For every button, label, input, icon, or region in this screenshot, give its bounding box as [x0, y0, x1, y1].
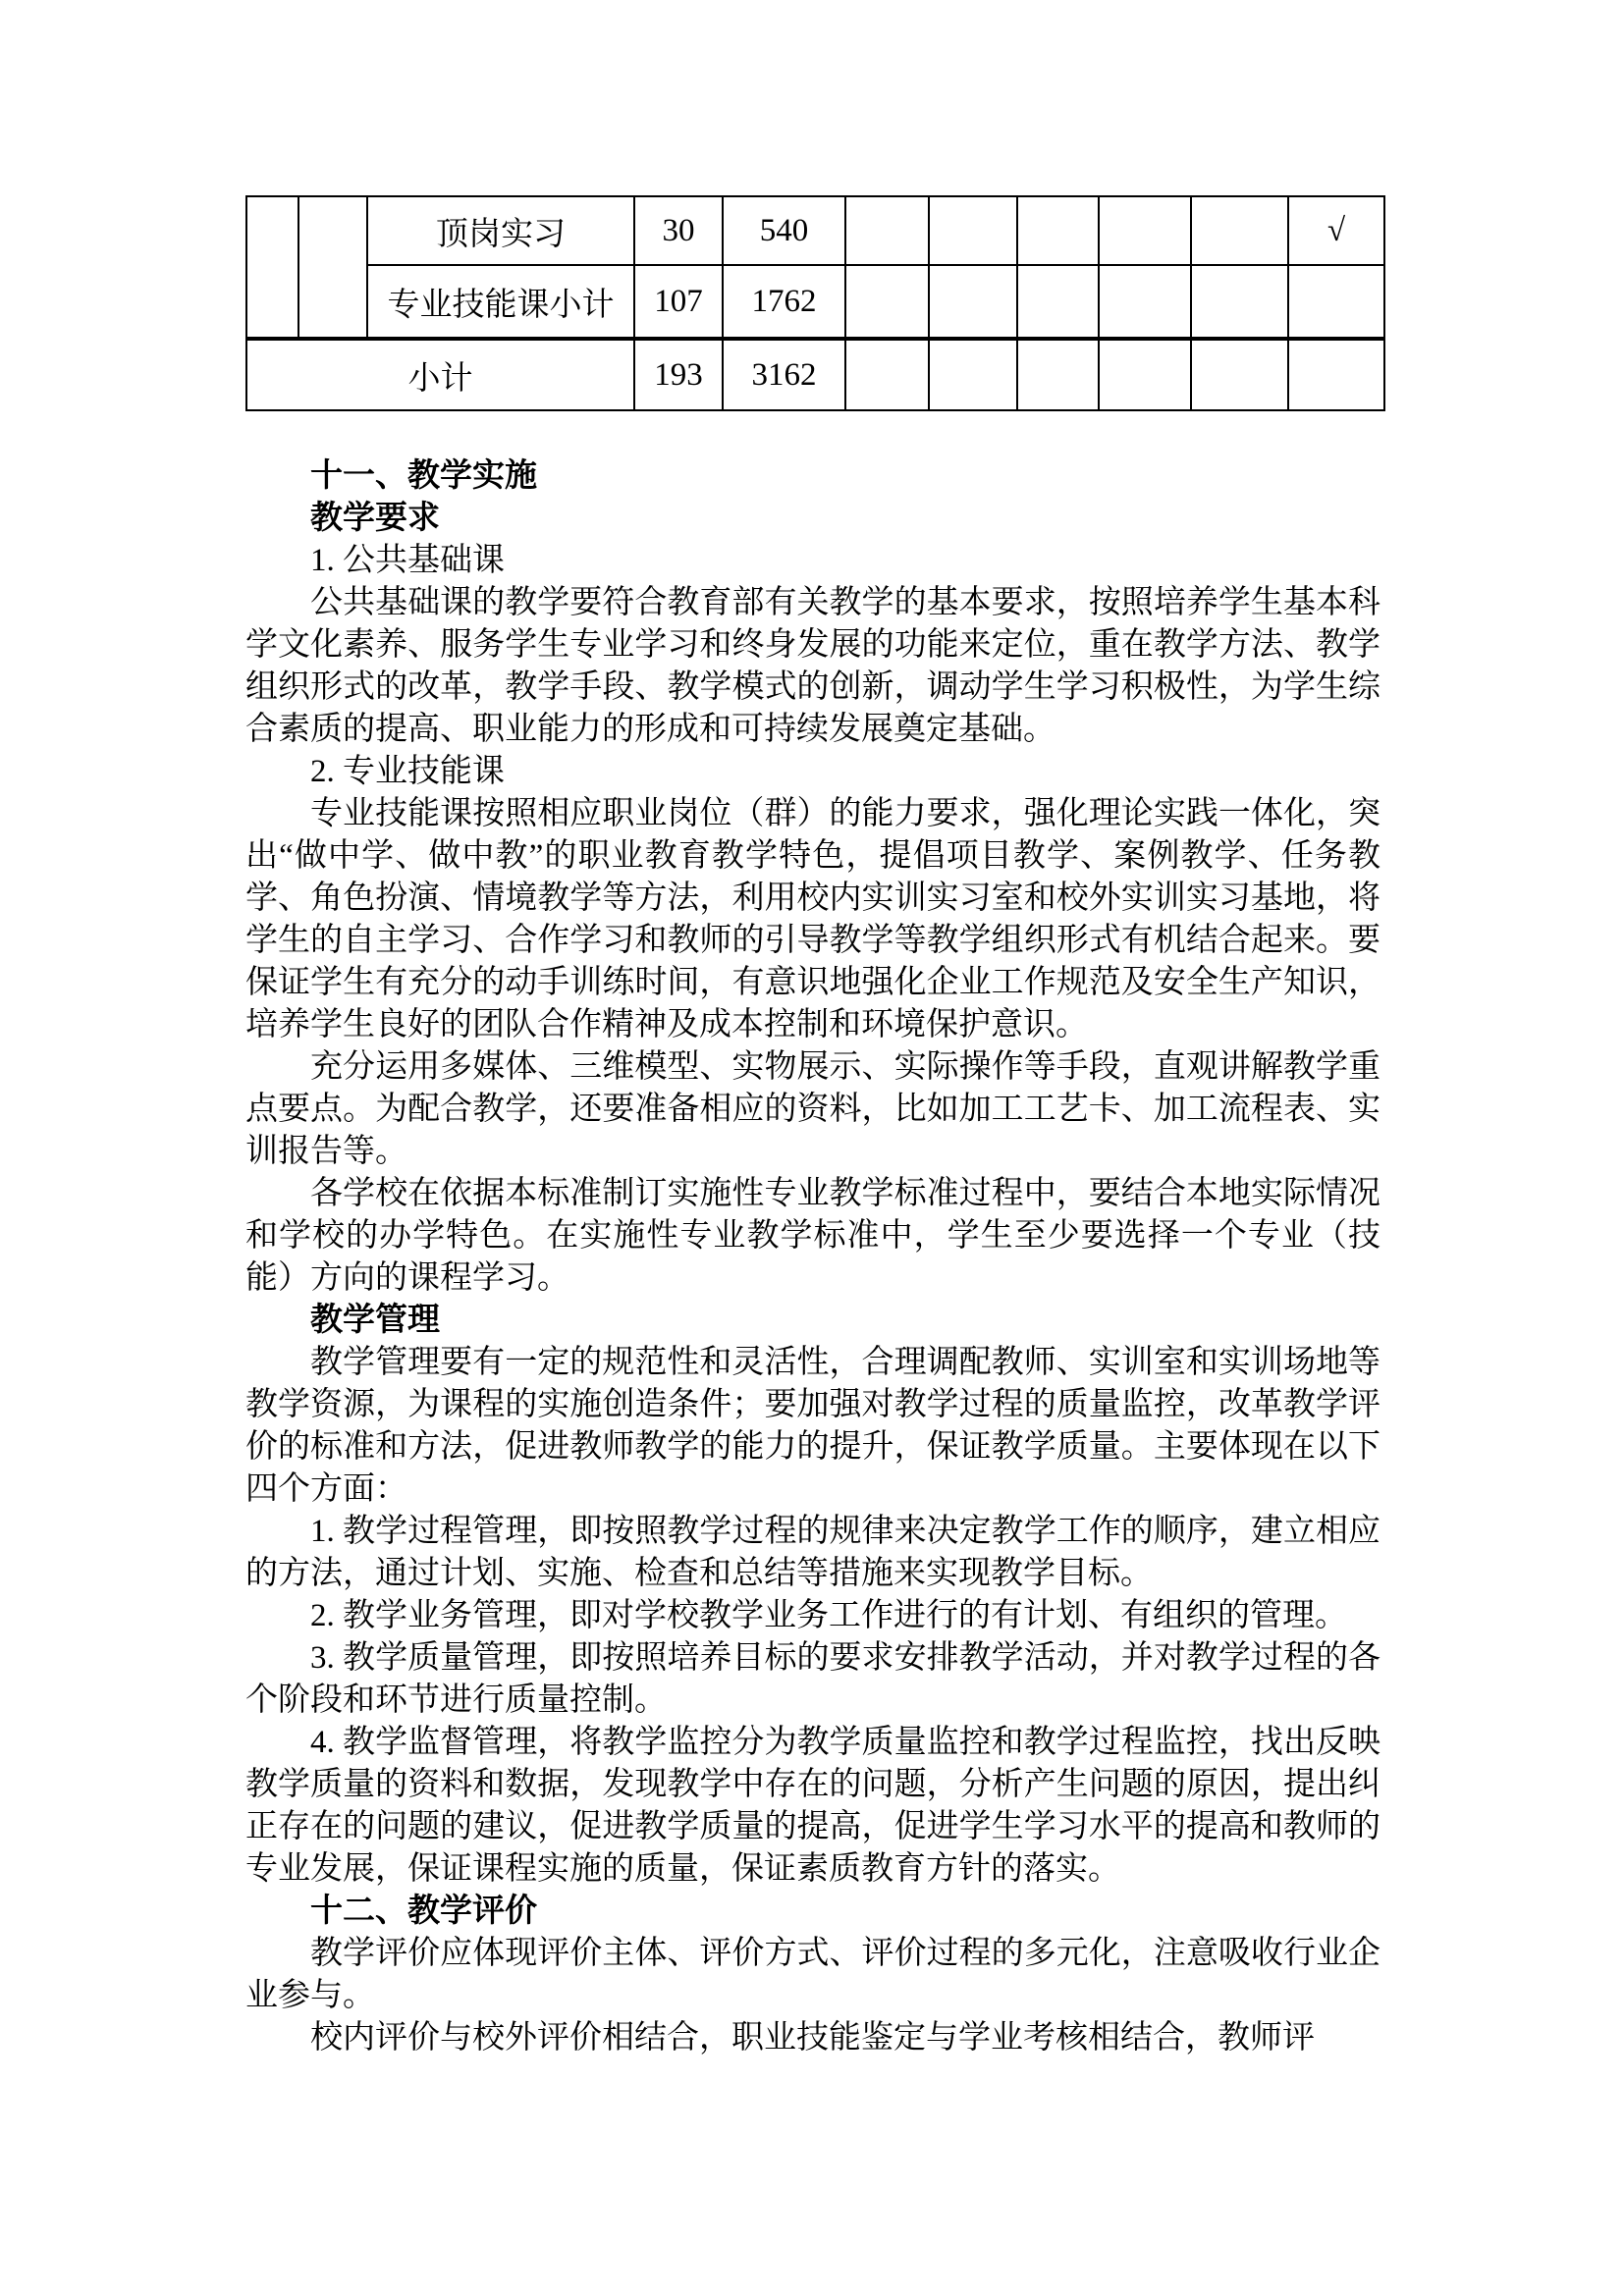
- item-professional-skill-courses: 2. 专业技能课: [310, 754, 505, 789]
- item-quality-management: 3. 教学质量管理，即按照培养目标的要求安排教学活动，并对教学过程的各个阶段和环节进行质量控制。: [245, 1640, 1380, 1718]
- hours-cell: 540: [723, 196, 845, 265]
- item-process-management: 1. 教学过程管理，即按照教学过程的规律来决定教学工作的顺序，建立相应的方法，通过计划、实施、检查和总结等措施来实现教学目标。: [245, 1514, 1380, 1591]
- item-public-basic-courses: 1. 公共基础课: [310, 543, 505, 578]
- empty-cell: [1191, 265, 1288, 339]
- table-row-internship: [246, 196, 1384, 265]
- empty-cell: [1288, 265, 1384, 339]
- teaching-requirements-heading: 教学要求: [310, 501, 440, 536]
- empty-cell: [845, 265, 929, 339]
- paragraph-school-implementation: 各学校在依据本标准制订实施性专业教学标准过程中，要结合本地实际情况和学校的办学特色。在实施性专业教学标准中，学生至少要选择一个专业（技能）方向的课程学习。: [245, 1176, 1380, 1296]
- empty-cell: [929, 339, 1017, 410]
- item-business-management: 2. 教学业务管理，即对学校教学业务工作进行的有计划、有组织的管理。: [310, 1598, 1347, 1633]
- empty-cell: [1099, 265, 1191, 339]
- checkmark-cell: √: [1288, 196, 1384, 265]
- curriculum-table: [245, 195, 1385, 411]
- section-heading-11: 十一、教学实施: [310, 458, 537, 494]
- paragraph-public-basic-courses: 公共基础课的教学要符合教育部有关教学的基本要求，按照培养学生基本科学文化素养、服务学生专业学习和终身发展的功能来定位，重在教学方法、教学组织形式的改革，教学手段、教学模式的创新，调动学生学习积极性，为学生综合素质的提高、职业能力的形成和可持续发展奠定基础。: [245, 585, 1380, 747]
- body-text: [245, 455, 1380, 2059]
- subcategory-cell-empty: [298, 196, 367, 339]
- course-name-cell: 小计: [246, 339, 634, 410]
- curriculum-table-wrap: [245, 195, 1383, 411]
- paragraph-professional-skill-courses: 专业技能课按照相应职业岗位（群）的能力要求，强化理论实践一体化，突出“做中学、做中教”的职业教育教学特色，提倡项目教学、案例教学、任务教学、角色扮演、情境教学等方法，利用校内实训实习室和校外实训实习基地，将学生的自主学习、合作学习和教师的引导教学等教学组织形式有机结合起来。要保证学生有充分的动手训练时间，有意识地强化企业工作规范及安全生产知识，培养学生良好的团队合作精神及成本控制和环境保护意识。: [245, 796, 1380, 1042]
- paragraph-multimedia-teaching: 充分运用多媒体、三维模型、实物展示、实际操作等手段，直观讲解教学重点要点。为配合教学，还要准备相应的资料，比如加工工艺卡、加工流程表、实训报告等。: [245, 1049, 1380, 1169]
- hours-cell: 1762: [723, 265, 845, 339]
- empty-cell: [1191, 339, 1288, 410]
- item-supervision-management: 4. 教学监督管理，将教学监控分为教学质量监控和教学过程监控，找出反映教学质量的资料和数据，发现教学中存在的问题，分析产生问题的原因，提出纠正存在的问题的建议，促进教学质量的提高，促进学生学习水平的提高和教师的专业发展，保证课程实施的质量，保证素质教育方针的落实。: [245, 1725, 1380, 1887]
- hours-cell: 3162: [723, 339, 845, 410]
- credits-cell: 193: [634, 339, 723, 410]
- table-row-skill-subtotal: [246, 265, 1384, 339]
- course-name-cell: 顶岗实习: [367, 196, 634, 265]
- category-cell-empty: [246, 196, 298, 339]
- course-name-cell: 专业技能课小计: [367, 265, 634, 339]
- empty-cell: [1099, 339, 1191, 410]
- empty-cell: [929, 196, 1017, 265]
- paragraph-evaluation-diversity: 教学评价应体现评价主体、评价方式、评价过程的多元化，注意吸收行业企业参与。: [245, 1936, 1380, 2013]
- empty-cell: [1288, 339, 1384, 410]
- credits-cell: 30: [634, 196, 723, 265]
- credits-cell: 107: [634, 265, 723, 339]
- paragraph-teaching-management: 教学管理要有一定的规范性和灵活性，合理调配教师、实训室和实训场地等教学资源，为课程的实施创造条件；要加强对教学过程的质量监控，改革教学评价的标准和方法，促进教师教学的能力的提升，保证教学质量。主要体现在以下四个方面：: [245, 1345, 1380, 1507]
- empty-cell: [929, 265, 1017, 339]
- empty-cell: [1099, 196, 1191, 265]
- section-heading-12: 十二、教学评价: [310, 1894, 537, 1929]
- empty-cell: [1017, 265, 1099, 339]
- empty-cell: [1017, 196, 1099, 265]
- empty-cell: [1017, 339, 1099, 410]
- empty-cell: [1191, 196, 1288, 265]
- teaching-management-heading: 教学管理: [310, 1303, 440, 1338]
- empty-cell: [845, 196, 929, 265]
- empty-cell: [845, 339, 929, 410]
- paragraph-evaluation-combination: 校内评价与校外评价相结合，职业技能鉴定与学业考核相结合，教师评: [310, 2020, 1315, 2056]
- table-row-grand-total: [246, 339, 1384, 410]
